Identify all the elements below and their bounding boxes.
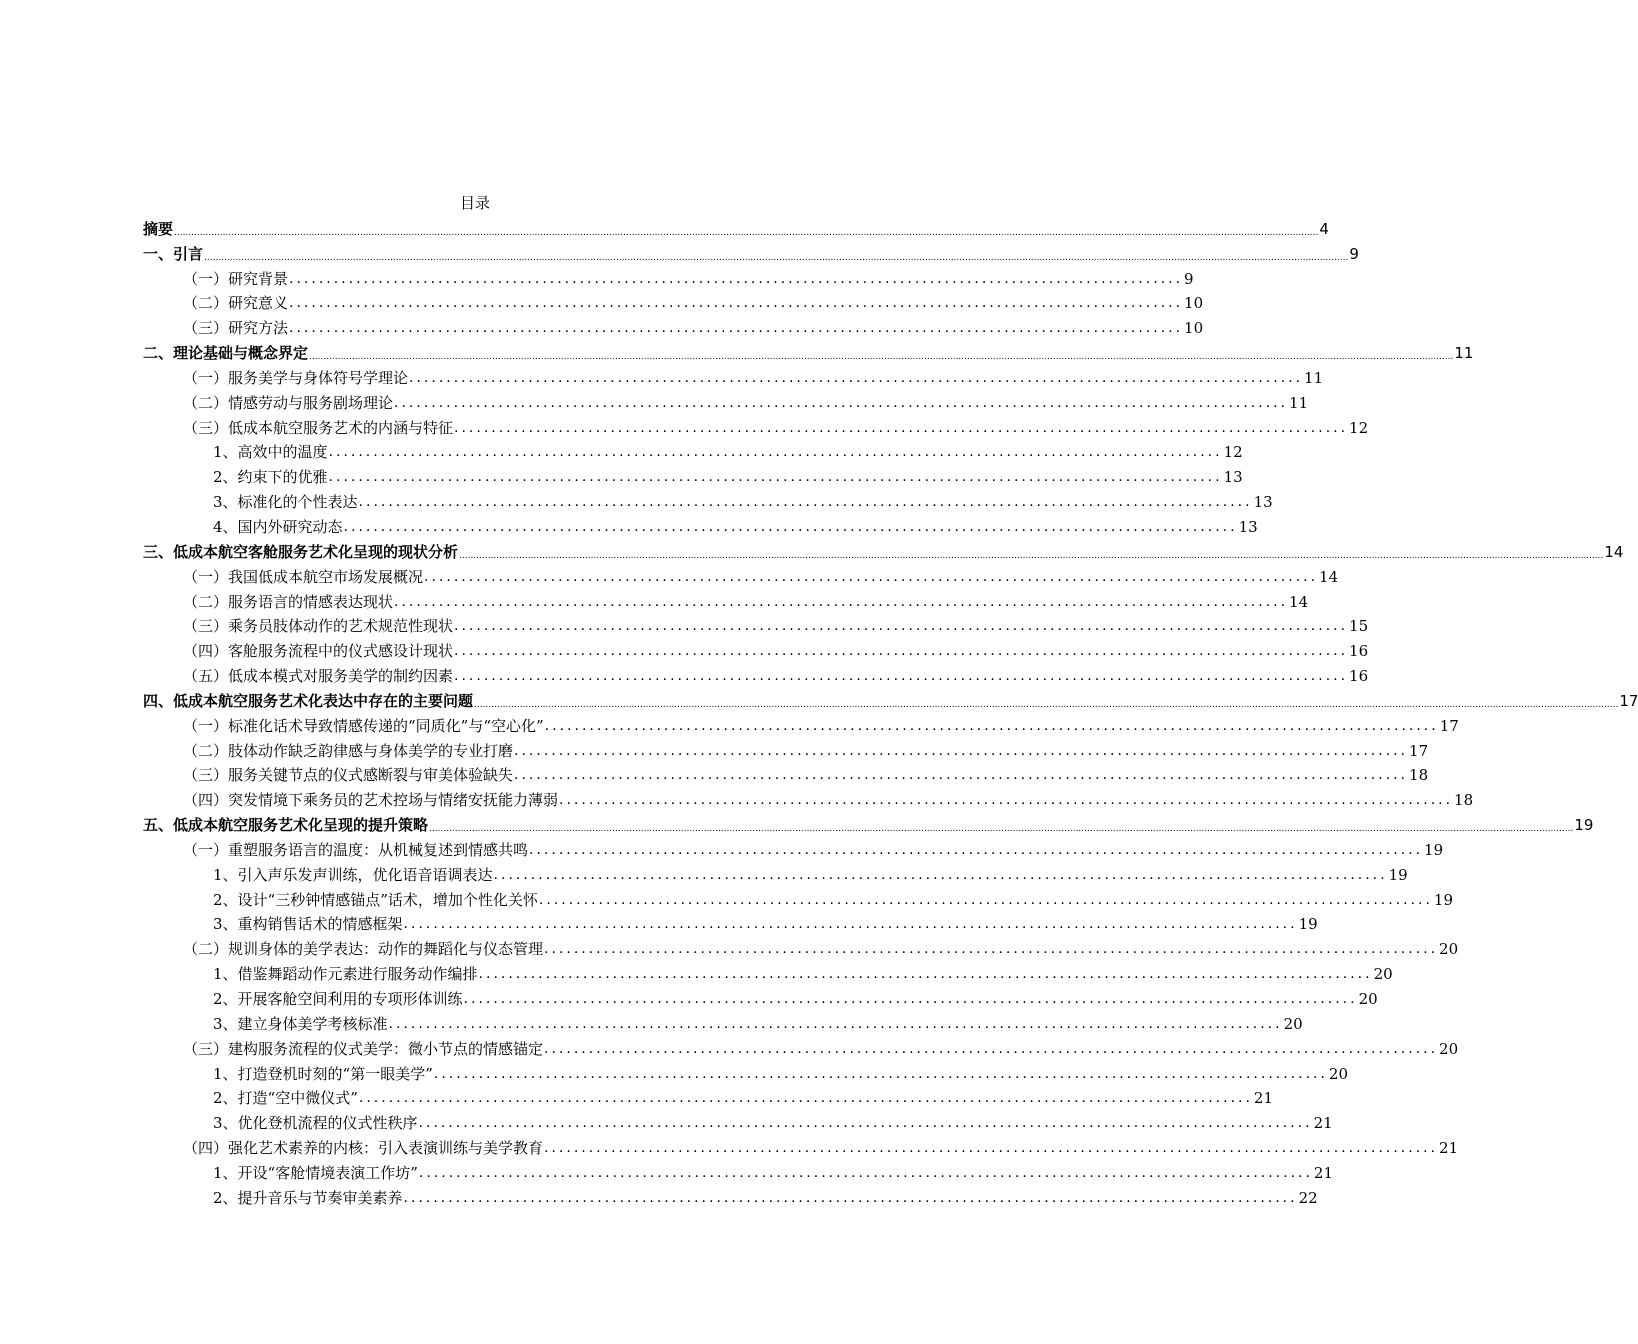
toc-entry-page-number: 17	[1619, 691, 1638, 710]
toc-entry[interactable]	[143, 985, 1378, 1010]
dot-leader: ........................................................................................................................	[454, 668, 1349, 685]
toc-entry[interactable]	[143, 290, 1204, 315]
toc-entry-label: 3、重构销售话术的情感框架	[213, 915, 403, 934]
toc-entry-page-number: 11	[1304, 368, 1324, 387]
toc-entry-label: 2、设计“三秒钟情感锚点”话术，增加个性化关怀	[213, 890, 538, 909]
toc-entry-label: 2、开展客舱空间利用的专项形体训练	[213, 990, 463, 1008]
toc-entry-page-number: 18	[1454, 791, 1474, 810]
toc-entry-page-number: 16	[1349, 667, 1369, 686]
toc-entry[interactable]	[143, 762, 1429, 787]
toc-entry-page-number: 18	[1409, 766, 1429, 785]
toc-entry-page-number: 9	[1184, 269, 1194, 288]
toc-entry[interactable]	[143, 513, 1258, 538]
toc-entry-label: （二）情感劳动与服务剧场理论	[183, 393, 394, 412]
dot-leader: ................................................................................................................................................................................................................................................................................................................................................................................................................	[204, 252, 1349, 263]
toc-entry-page-number: 21	[1253, 1089, 1274, 1108]
dot-leader: ................................................................................................................................................................................................................................................................................................................................................................................................................	[459, 550, 1604, 561]
toc-entry-page-number: 19	[1388, 865, 1408, 884]
toc-entry-page-number: 20	[1373, 965, 1393, 984]
dot-leader: ........................................................................................................................	[544, 1040, 1439, 1057]
toc-entry-label: （一）研究背景	[183, 269, 289, 288]
toc-entry-page-number: 21	[1313, 1163, 1334, 1182]
toc-entry-page-number: 13	[1238, 517, 1258, 536]
toc-entry[interactable]	[143, 538, 1624, 563]
dot-leader: ........................................................................................................................	[394, 593, 1289, 610]
toc-entry-page-number: 14	[1319, 567, 1339, 586]
dot-leader: ........................................................................................................................	[463, 991, 1358, 1007]
toc-entry[interactable]	[143, 1184, 1318, 1209]
toc-entry[interactable]	[143, 911, 1318, 936]
dot-leader: ........................................................................................................................	[514, 767, 1409, 784]
toc-entry-page-number: 20	[1358, 990, 1378, 1008]
toc-entry-label: 3、建立身体美学考核标准	[213, 1014, 388, 1033]
toc-entry-label: （一）我国低成本航空市场发展概况	[183, 567, 424, 586]
toc-entry-page-number: 12	[1349, 418, 1369, 437]
toc-entry-label: （一）标准化话术导致情感传递的“同质化”与“空心化”	[183, 716, 544, 735]
dot-leader: ........................................................................................................................	[544, 1140, 1439, 1157]
toc-entry[interactable]	[143, 314, 1204, 339]
toc-entry-label: 三、低成本航空客舱服务艺术化呈现的现状分析	[143, 542, 459, 561]
toc-entry-label: 2、约束下的优雅	[213, 468, 328, 487]
dot-leader: ................................................................................................................................................................................................................................................................................................................................................................................................................	[474, 699, 1619, 710]
toc-entry[interactable]	[143, 613, 1369, 638]
toc-entry[interactable]	[143, 1010, 1303, 1035]
toc-entry-page-number: 17	[1439, 716, 1459, 735]
toc-entry-label: 二、理论基础与概念界定	[143, 344, 309, 363]
dot-leader: ........................................................................................................................	[538, 891, 1433, 908]
toc-entry-page-number: 21	[1439, 1139, 1459, 1158]
toc-entry-label: （二）肢体动作缺乏韵律感与身体美学的专业打磨	[183, 741, 514, 760]
toc-entry-page-number: 22	[1298, 1188, 1318, 1207]
dot-leader: ........................................................................................................................	[388, 1015, 1283, 1032]
dot-leader: ........................................................................................................................	[289, 270, 1184, 287]
dot-leader: ........................................................................................................................	[493, 866, 1388, 883]
toc-entry-page-number: 19	[1298, 915, 1318, 934]
toc-entry[interactable]	[143, 662, 1369, 687]
toc-entry-page-number: 17	[1409, 741, 1429, 760]
dot-leader: ........................................................................................................................	[559, 792, 1454, 809]
table-of-contents	[143, 215, 1638, 1209]
toc-entry-label: （三）乘务员肢体动作的艺术规范性现状	[183, 617, 454, 636]
toc-entry[interactable]	[143, 836, 1444, 861]
toc-entry-label: 四、低成本航空服务艺术化表达中存在的主要问题	[143, 691, 474, 710]
toc-entry-page-number: 11	[1289, 393, 1309, 412]
toc-entry[interactable]	[143, 687, 1638, 712]
toc-entry[interactable]	[143, 960, 1393, 985]
toc-entry-label: （二）服务语言的情感表达现状	[183, 592, 394, 611]
toc-entry[interactable]	[143, 1060, 1349, 1085]
toc-entry-page-number: 20	[1439, 1039, 1459, 1058]
toc-entry-page-number: 13	[1223, 468, 1243, 487]
dot-leader: ........................................................................................................................	[418, 1164, 1313, 1181]
toc-entry-label: 五、低成本航空服务艺术化呈现的提升策略	[143, 816, 429, 835]
toc-entry-label: 1、引入声乐发声训练，优化语音语调表达	[213, 865, 493, 884]
toc-title: 目录	[459, 194, 490, 212]
toc-entry-page-number: 10	[1184, 294, 1204, 313]
toc-entry-page-number: 14	[1604, 542, 1624, 561]
toc-entry[interactable]	[143, 389, 1309, 414]
toc-entry-label: （三）建构服务流程的仪式美学：微小节点的情感锚定	[183, 1039, 544, 1058]
dot-leader: ........................................................................................................................	[409, 369, 1304, 386]
dot-leader: ................................................................................................................................................................................................................................................................................................................................................................................................................	[174, 227, 1319, 238]
toc-entry-label: 3、优化登机流程的仪式性秩序	[213, 1114, 418, 1133]
toc-entry[interactable]	[143, 1109, 1333, 1134]
toc-entry-label: 1、高效中的温度	[213, 443, 328, 462]
toc-entry[interactable]	[143, 886, 1454, 911]
dot-leader: ........................................................................................................................	[328, 469, 1223, 486]
dot-leader: ........................................................................................................................	[454, 419, 1349, 436]
dot-leader: ........................................................................................................................	[418, 1115, 1313, 1132]
toc-entry-label: 1、打造登机时刻的“第一眼美学”	[213, 1064, 433, 1083]
toc-entry-label: （四）强化艺术素养的内核：引入表演训练与美学教育	[183, 1139, 544, 1158]
toc-entry-label: 2、提升音乐与节奏审美素养	[213, 1188, 403, 1207]
toc-entry[interactable]	[143, 463, 1243, 488]
dot-leader: ........................................................................................................................	[514, 742, 1409, 759]
toc-entry-label: 1、开设“客舱情境表演工作坊”	[213, 1163, 418, 1182]
dot-leader: ........................................................................................................................	[403, 1189, 1298, 1206]
toc-entry[interactable]	[143, 1159, 1334, 1184]
toc-entry[interactable]	[143, 364, 1324, 389]
dot-leader: ........................................................................................................................	[289, 320, 1184, 337]
dot-leader: ........................................................................................................................	[544, 717, 1439, 734]
dot-leader: ................................................................................................................................................................................................................................................................................................................................................................................................................	[309, 352, 1454, 363]
toc-entry-label: （一）服务美学与身体符号学理论	[183, 368, 409, 387]
toc-entry-page-number: 13	[1253, 493, 1273, 512]
toc-entry-page-number: 19	[1574, 816, 1594, 835]
dot-leader: ........................................................................................................................	[343, 518, 1238, 535]
dot-leader: ........................................................................................................................	[478, 966, 1373, 983]
toc-entry-label: （五）低成本模式对服务美学的制约因素	[183, 667, 454, 686]
toc-entry-label: 2、打造“空中微仪式”	[213, 1089, 358, 1108]
dot-leader: ........................................................................................................................	[358, 494, 1253, 511]
dot-leader: ........................................................................................................................	[403, 916, 1298, 933]
toc-entry-label: （三）低成本航空服务艺术的内涵与特征	[183, 418, 454, 437]
toc-entry-page-number: 19	[1424, 840, 1444, 859]
toc-entry-label: 一、引言	[143, 244, 204, 263]
dot-leader: ........................................................................................................................	[454, 643, 1349, 660]
toc-entry-page-number: 20	[1439, 940, 1459, 959]
toc-entry-label: 摘要	[143, 219, 174, 238]
toc-entry-label: （三）服务关键节点的仪式感断裂与审美体验缺失	[183, 766, 514, 785]
toc-entry[interactable]	[143, 1085, 1274, 1110]
toc-entry[interactable]	[143, 414, 1369, 439]
toc-entry-page-number: 21	[1313, 1114, 1333, 1133]
toc-entry-label: 4、国内外研究动态	[213, 517, 343, 536]
toc-entry[interactable]	[143, 215, 1329, 240]
toc-entry[interactable]	[143, 811, 1594, 836]
toc-entry-label: （四）突发情境下乘务员的艺术控场与情绪安抚能力薄弱	[183, 791, 559, 810]
toc-entry[interactable]	[143, 339, 1474, 364]
toc-entry[interactable]	[143, 488, 1273, 513]
toc-entry[interactable]	[143, 786, 1474, 811]
toc-entry[interactable]	[143, 439, 1243, 464]
toc-entry-page-number: 11	[1454, 344, 1474, 363]
dot-leader: ........................................................................................................................	[544, 941, 1439, 958]
dot-leader: ........................................................................................................................	[433, 1065, 1328, 1082]
toc-entry[interactable]	[143, 1134, 1459, 1159]
toc-entry-label: 1、借鉴舞蹈动作元素进行服务动作编排	[213, 965, 478, 984]
toc-entry[interactable]	[143, 265, 1194, 290]
toc-entry-page-number: 19	[1433, 890, 1454, 909]
toc-entry[interactable]	[143, 935, 1459, 960]
toc-entry-label: （二）规训身体的美学表达：动作的舞蹈化与仪态管理	[183, 940, 544, 959]
toc-entry-page-number: 16	[1349, 642, 1369, 661]
toc-entry-page-number: 20	[1328, 1064, 1349, 1083]
toc-entry[interactable]	[143, 737, 1429, 762]
toc-entry-label: 3、标准化的个性表达	[213, 493, 358, 512]
toc-entry[interactable]	[143, 712, 1459, 737]
toc-entry[interactable]	[143, 563, 1339, 588]
toc-entry-label: （四）客舱服务流程中的仪式感设计现状	[183, 642, 454, 661]
toc-entry[interactable]	[143, 861, 1408, 886]
toc-entry-label: （三）研究方法	[183, 319, 289, 338]
toc-entry-page-number: 10	[1184, 319, 1204, 338]
toc-entry-label: （一）重塑服务语言的温度：从机械复述到情感共鸣	[183, 840, 529, 859]
dot-leader: ........................................................................................................................	[289, 295, 1184, 312]
dot-leader: ........................................................................................................................	[454, 618, 1349, 635]
toc-entry-page-number: 4	[1319, 219, 1329, 238]
toc-entry-page-number: 12	[1223, 443, 1243, 462]
toc-entry[interactable]	[143, 637, 1369, 662]
toc-entry[interactable]	[143, 240, 1359, 265]
toc-entry-label: （二）研究意义	[183, 294, 289, 313]
toc-entry-page-number: 14	[1289, 592, 1309, 611]
toc-entry-page-number: 15	[1349, 617, 1369, 636]
dot-leader: ........................................................................................................................	[424, 568, 1319, 585]
toc-entry-page-number: 20	[1283, 1014, 1303, 1033]
toc-entry[interactable]	[143, 588, 1309, 613]
dot-leader: ........................................................................................................................	[328, 444, 1223, 461]
dot-leader: ........................................................................................................................	[394, 394, 1289, 411]
toc-entry-page-number: 9	[1349, 244, 1359, 263]
dot-leader: ........................................................................................................................	[358, 1090, 1253, 1107]
toc-entry[interactable]	[143, 1035, 1459, 1060]
dot-leader: ................................................................................................................................................................................................................................................................................................................................................................................................................	[429, 824, 1574, 835]
dot-leader: ........................................................................................................................	[529, 841, 1424, 858]
